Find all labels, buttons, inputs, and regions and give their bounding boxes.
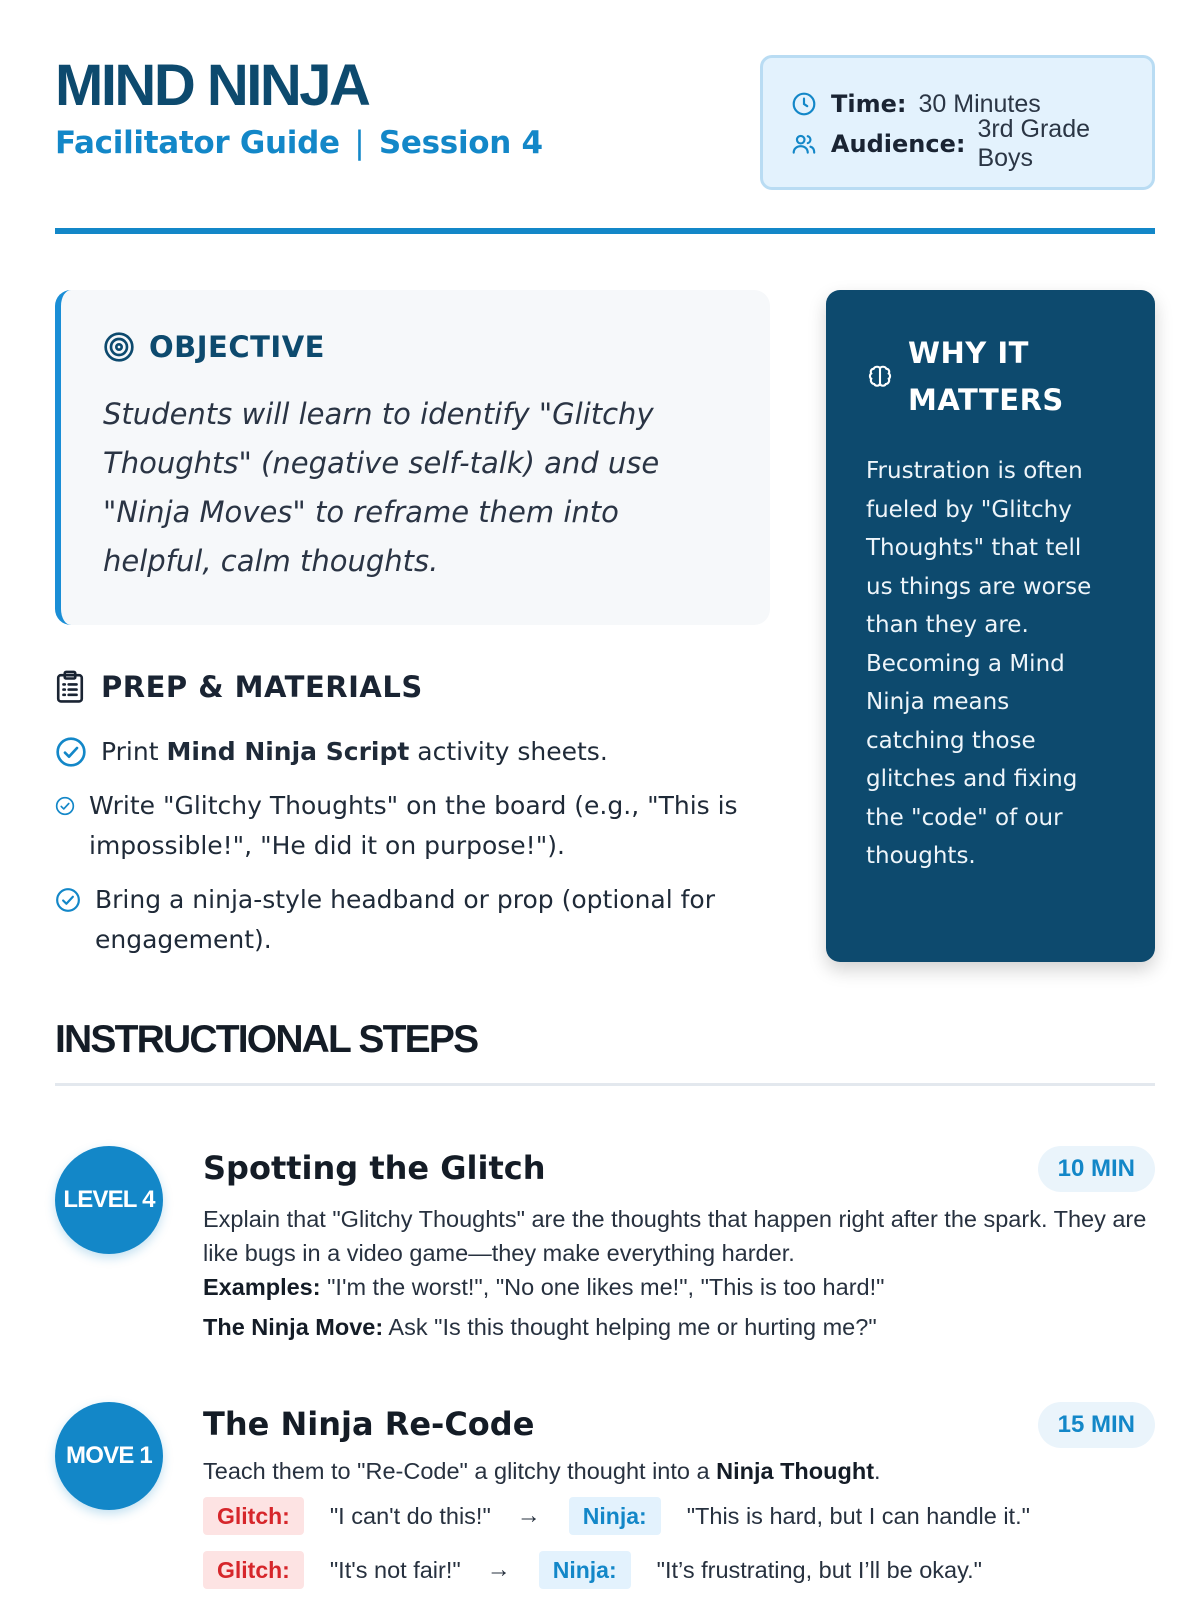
audience-value: 3rd Grade Boys (977, 115, 1091, 172)
brain-icon (866, 363, 894, 391)
examples-label: Examples: (203, 1274, 321, 1300)
prep-item-2: Write "Glitchy Thoughts" on the board (e.g., "This is impossible!", "He did it on purpose!"). (89, 791, 738, 860)
duration-badge: 15 MIN (1038, 1402, 1155, 1448)
page-title: MIND NINJA (55, 53, 369, 118)
target-icon (103, 331, 135, 363)
objective-title: OBJECTIVE (149, 330, 325, 364)
recode-row (203, 1544, 1155, 1596)
check-circle-icon (55, 736, 87, 768)
step-badge: LEVEL 4 (55, 1146, 163, 1254)
ninja-move-label: The Ninja Move: (203, 1314, 384, 1340)
why-text: Frustration is often fueled by "Glitchy Thoughts" that tell us things are worse than they are. Becoming a Mind Ninja means catching those glitches and fixing the "code" of our thoughts. (866, 458, 1092, 869)
list-item (55, 732, 775, 772)
why-title: WHY IT MATTERS (908, 336, 1064, 417)
glitch-tag: Glitch: (203, 1551, 304, 1589)
arrow-right-icon: → (516, 1502, 541, 1529)
prep-item-3: Bring a ninja-style headband or prop (optional for engagement). (95, 885, 716, 954)
ninja-move (203, 1310, 1155, 1344)
prep-heading (55, 670, 775, 704)
time-label: Time: (831, 90, 907, 118)
ninja-quote: "It’s frustrating, but I’ll be okay." (656, 1556, 982, 1583)
steps-title: INSTRUCTIONAL STEPS (55, 1018, 478, 1061)
subtitle-separator: | (354, 125, 365, 161)
glitch-quote: "I can't do this!" (329, 1502, 491, 1529)
step-title: The Ninja Re-Code (203, 1405, 535, 1443)
check-circle-icon (55, 887, 81, 913)
ninja-tag: Ninja: (539, 1551, 631, 1589)
users-icon (791, 131, 817, 157)
audience-label: Audience: (830, 130, 966, 158)
ninja-move-text: Ask "Is this thought helping me or hurting me?" (383, 1314, 877, 1340)
time-value: 30 Minutes (918, 89, 1041, 118)
why-it-matters-card (826, 290, 1155, 962)
step-title: Spotting the Glitch (203, 1149, 546, 1187)
prep-item-1: Print Mind Ninja Script activity sheets. (101, 737, 608, 766)
prep-list (55, 732, 775, 960)
duration-badge: 10 MIN (1038, 1146, 1155, 1192)
list-item (55, 880, 775, 960)
glitch-quote: "It's not fair!" (329, 1556, 461, 1583)
prep-section (55, 670, 775, 974)
glitch-tag: Glitch: (203, 1497, 304, 1535)
page-header (55, 55, 1155, 240)
session-info-box (760, 55, 1155, 190)
header-divider (55, 228, 1155, 234)
step-body (203, 1402, 1155, 1596)
ninja-quote: "This is hard, but I can handle it." (686, 1502, 1030, 1529)
audience-row (791, 115, 1152, 172)
step-badge: MOVE 1 (55, 1402, 163, 1510)
objective-heading (103, 330, 730, 364)
why-heading (866, 330, 1115, 424)
subtitle-session: Session 4 (378, 125, 543, 161)
list-item (55, 786, 775, 866)
clipboard-icon (55, 670, 85, 704)
step-text: Teach them to "Re-Code" a glitchy thought into a Ninja Thought. (203, 1458, 881, 1484)
arrow-right-icon: → (486, 1556, 511, 1583)
step-body (203, 1146, 1155, 1344)
ninja-tag: Ninja: (569, 1497, 661, 1535)
recode-row (203, 1490, 1155, 1542)
step-text: Explain that "Glitchy Thoughts" are the thoughts that happen right after the spark. They are like bugs in a video game—they make everything harder. Examples: "I'm the worst!", "No one likes me!", "This is too hard!" (203, 1206, 1147, 1300)
subtitle-guide: Facilitator Guide (55, 125, 340, 161)
steps-divider (55, 1083, 1155, 1086)
examples-text: "I'm the worst!", "No one likes me!", "This is too hard!" (320, 1274, 885, 1300)
check-circle-icon (55, 796, 75, 816)
objective-card (55, 290, 770, 625)
clock-icon (791, 91, 817, 117)
prep-title: PREP & MATERIALS (101, 670, 423, 704)
objective-text: Students will learn to identify "Glitchy Thoughts" (negative self-talk) and use "Ninja Moves" to reframe them into helpful, calm thoughts. (103, 397, 660, 578)
